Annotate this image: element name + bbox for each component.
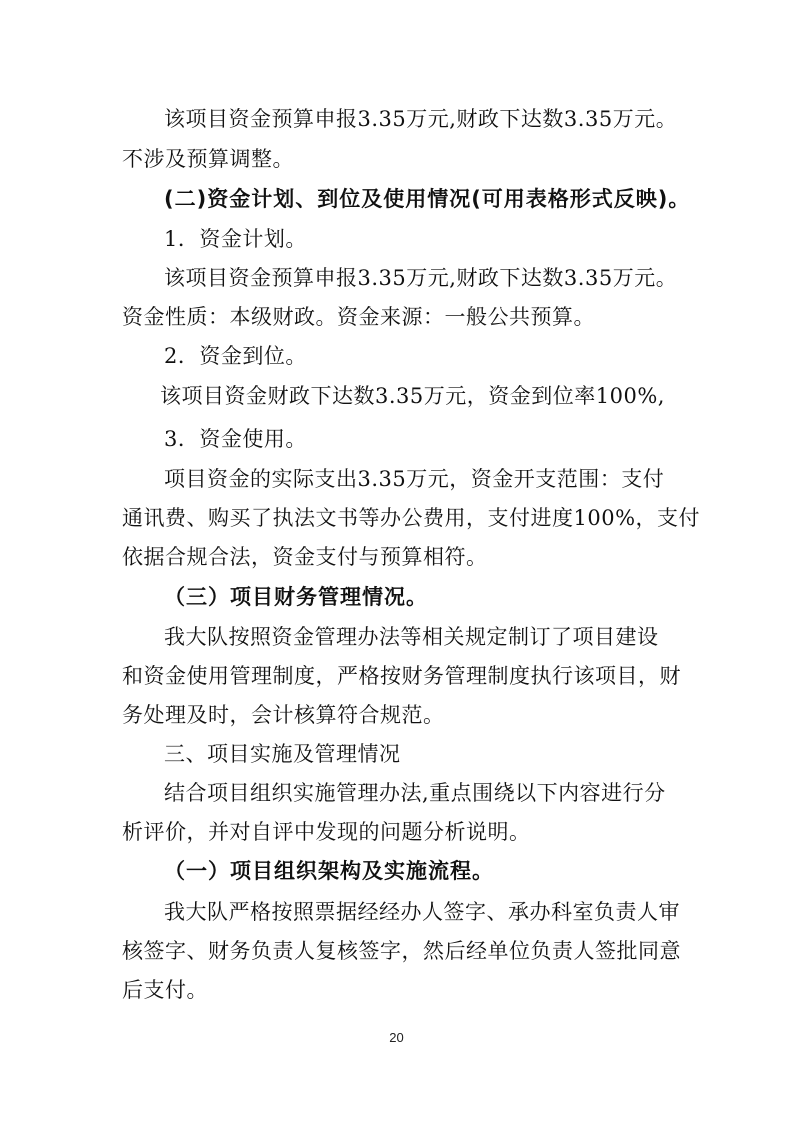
paragraph-line: 该项目资金预算申报3.35万元,财政下达数3.35万元。 [164,107,678,131]
subsection-heading: 1．资金计划。 [164,227,307,251]
paragraph-line: 不涉及预算调整。 [122,147,294,171]
paragraph-line: 该项目资金财政下达数3.35万元，资金到位率100%, [160,384,665,408]
paragraph-line: 项目资金的实际支出3.35万元，资金开支范围：支付 [164,467,665,491]
paragraph-line: 通讯费、购买了执法文书等办公费用，支付进度100%，支付 [122,506,701,530]
paragraph-line: 结合项目组织实施管理办法,重点围绕以下内容进行分 [164,781,666,805]
paragraph-line: 析评价，并对自评中发现的问题分析说明。 [122,820,531,844]
paragraph-line: 该项目资金预算申报3.35万元,财政下达数3.35万元。 [164,266,678,290]
section-heading: （三）项目财务管理情况。 [164,585,428,609]
paragraph-line: 资金性质：本级财政。资金来源：一般公共预算。 [122,305,595,329]
paragraph-line: 我大队按照资金管理办法等相关规定制订了项目建设 [164,625,659,649]
paragraph-line: 务处理及时，会计核算符合规范。 [122,703,445,727]
chapter-heading: 三、项目实施及管理情况 [164,742,401,766]
paragraph-line: 和资金使用管理制度，严格按财务管理制度执行该项目，财 [122,664,681,688]
paragraph-line: 我大队严格按照票据经经办人签字、承办科室负责人审 [164,900,680,924]
paragraph-line: 依据合规合法，资金支付与预算相符。 [122,545,488,569]
page-number: 20 [389,1030,404,1045]
section-heading: （一）项目组织架构及实施流程。 [164,859,494,883]
paragraph-line: 核签字、财务负责人复核签字，然后经单位负责人签批同意 [122,939,681,963]
subsection-heading: 3．资金使用。 [164,427,307,451]
paragraph-line: 后支付。 [122,978,208,1002]
subsection-heading: 2．资金到位。 [164,344,307,368]
section-heading: (二)资金计划、到位及使用情况(可用表格形式反映)。 [164,187,691,211]
